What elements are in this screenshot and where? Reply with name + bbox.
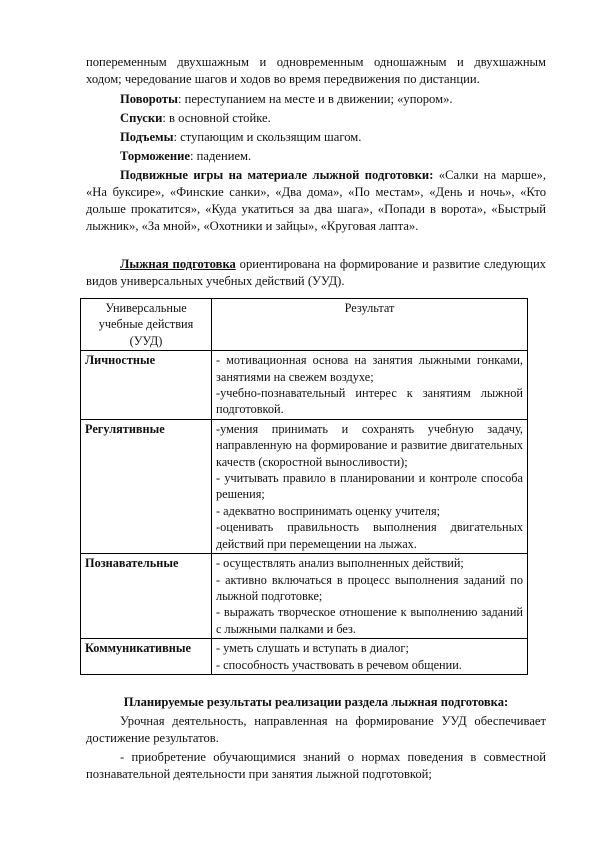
result-item: - уметь слушать и вступать в диалог; xyxy=(216,641,409,656)
item-descents xyxy=(86,110,546,127)
result-item: -оценивать правильность выполнения двигательных действий при перемещении на лыжах. xyxy=(216,520,523,551)
intro-line-2: ходом; чередование шагов и ходов во время передвижения по дистанции. xyxy=(86,72,480,86)
table-row xyxy=(81,554,528,639)
orientation-paragraph xyxy=(86,256,546,290)
planned-paragraph-2: - приобретение обучающимися знаний о нормах поведения в совместной познавательной деятельности при занятия лыжной подготовкой; xyxy=(86,750,546,781)
orientation-text: ориентирована на формирование и развитие следующих видов универсальных учебных действий (УУД). xyxy=(86,257,546,288)
result-item: -умения принимать и сохранять учебную задачу, направленную на формирование и развитие двигательных качеств (скоростной выносливости); xyxy=(216,421,523,469)
table-row xyxy=(81,639,528,675)
table-header-uud: Универсальные учебные действия (УУД) xyxy=(81,299,212,351)
row-name: Регулятивные xyxy=(81,419,212,553)
row-name: Личностные xyxy=(81,351,212,420)
result-item: - осуществлять анализ выполненных действий; xyxy=(216,556,464,571)
games-paragraph xyxy=(86,167,546,235)
result-item: - активно включаться в процесс выполнения заданий по лыжной подготовке; xyxy=(216,572,523,603)
item-turns xyxy=(86,91,546,108)
games-term: Подвижные игры на материале лыжной подготовки: xyxy=(120,168,434,182)
planned-title-text: Планируемые результаты реализации раздела лыжная подготовка: xyxy=(123,695,509,709)
row-results xyxy=(212,639,528,675)
uud-table xyxy=(80,298,528,675)
item-text: : падением. xyxy=(190,149,252,163)
result-item: -учебно-познавательный интерес к занятиям лыжной подготовкой. xyxy=(216,386,523,417)
result-item: - учитывать правило в планировании и контроле способа решения; xyxy=(216,471,523,502)
item-term: Повороты xyxy=(120,92,178,106)
item-term: Спуски xyxy=(120,111,163,125)
row-results xyxy=(212,351,528,420)
row-name: Коммуникативные xyxy=(81,639,212,675)
table-header-row xyxy=(81,299,528,351)
item-text: : в основной стойке. xyxy=(162,111,271,125)
row-results xyxy=(212,554,528,639)
table-header-result: Результат xyxy=(212,299,528,351)
intro-paragraph xyxy=(86,54,546,88)
planned-paragraph-1: Урочная деятельность, направленная на формирование УУД обеспечивает достижение результатов. xyxy=(86,714,546,745)
intro-line-1: попеременным двухшажным и одновременным одношажным и двухшажным xyxy=(86,55,546,69)
result-item: - способность участвовать в речевом общении. xyxy=(216,657,462,672)
item-ascents xyxy=(86,129,546,146)
item-text: : переступанием на месте и в движении; «упором». xyxy=(177,92,453,106)
item-term: Торможение xyxy=(120,149,190,163)
result-item: - выражать творческое отношение к выполнению заданий с лыжными палками и без. xyxy=(216,605,523,636)
result-item: - мотивационная основа на занятия лыжными гонками, занятиями на свежем воздухе; xyxy=(216,353,523,384)
item-braking xyxy=(86,148,546,165)
table-row xyxy=(81,419,528,553)
planned-title xyxy=(86,694,546,711)
table-row xyxy=(81,351,528,420)
item-text: : ступающим и скользящим шагом. xyxy=(173,130,362,144)
games-text: «Салки на марше», «На буксире», «Финские санки», «Два дома», «По местам», «День и ночь», «Кто дольше прокатится», «Куда укатиться за два шага», «Попади в ворота», «Быстрый лыжник», «За мной», «Охотники и зайцы», «Круговая лапта». xyxy=(86,168,546,233)
item-term: Подъемы xyxy=(120,130,174,144)
orientation-underlined: Лыжная подготовка xyxy=(120,257,236,271)
row-results xyxy=(212,419,528,553)
row-name: Познавательные xyxy=(81,554,212,639)
result-item: - адекватно воспринимать оценку учителя; xyxy=(216,503,441,518)
